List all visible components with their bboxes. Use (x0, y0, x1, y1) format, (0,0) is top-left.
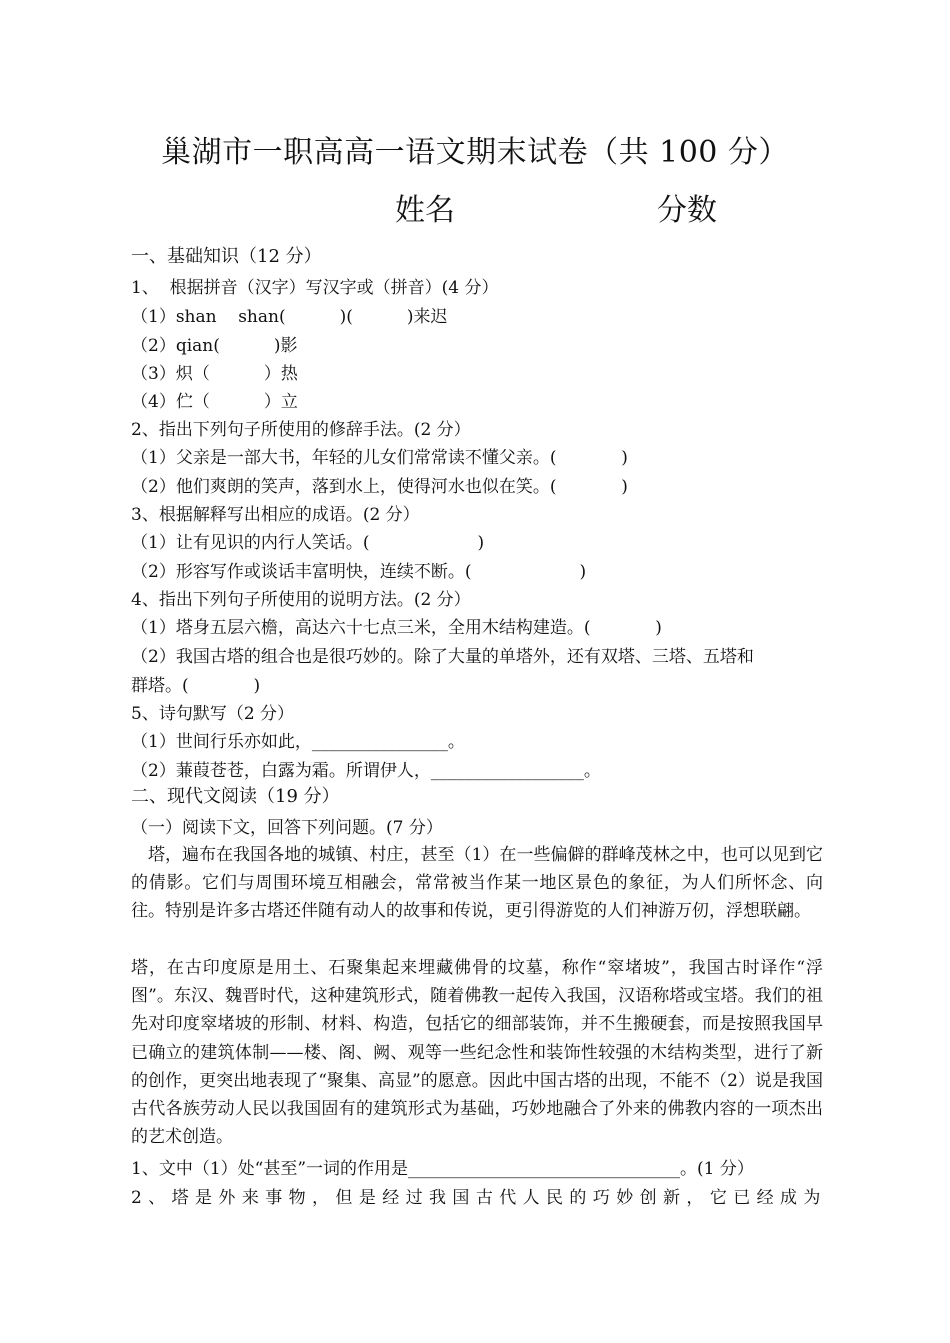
question-5-heading: 5、诗句默写（2 分） (131, 704, 295, 724)
question-3-item-2: （2）形容写作或谈话丰富明快，连续不断。( ) (131, 562, 587, 582)
question-5-item-1: （1）世间行乐亦如此，________________。 (131, 732, 465, 752)
question-5-item-2: （2）蒹葭苍苍，白露为霜。所谓伊人，__________________。 (131, 761, 601, 781)
question-2-item-1: （1）父亲是一部大书，年轻的儿女们常常读不懂父亲。( ) (131, 448, 628, 468)
reading-paragraph-1: 塔，遍布在我国各地的城镇、村庄，甚至（1）在一些偏僻的群峰茂林之中，也可以见到它的倩影。它们与周围环境互相融会，常常被当作某一地区景色的象征，为人们所怀念、向往。特别是许多古塔还伴随有动人的故事和传说，更引得游览的人们神游万仞，浮想联翩。 (131, 845, 823, 922)
question-4-item-2-continued: 群塔。( ) (131, 676, 261, 696)
question-4-item-1: （1）塔身五层六檐，高达六十七点三米，全用木结构建造。( ) (131, 618, 662, 638)
reading-paragraph-2: 塔，在古印度原是用土、石聚集起来埋藏佛骨的坟墓，称作“窣堵坡”，我国古时译作“浮图”。东汉、魏晋时代，这种建筑形式，随着佛教一起传入我国，汉语称塔或宝塔。我们的祖先对印度窣堵坡的形制、材料、构造，包括它的细部装饰，并不生搬硬套，而是按照我国早已确立的建筑体制——楼、阁、阙、观等一些纪念性和装饰性较强的木结构类型，进行了新的创作，更突出地表现了“聚集、高显”的愿意。因此中国古塔的出现，不能不（2）说是我国古代各族劳动人民以我国固有的建筑形式为基础，巧妙地融合了外来的佛教内容的一项杰出的艺术创造。 (131, 958, 823, 1148)
reading-question-1: 1、文中（1）处“甚至”一词的作用是________________________________。(1 分） (131, 1159, 754, 1179)
question-1-item-4: （4）伫（ ）立 (131, 392, 298, 412)
question-1-item-3: （3）炽（ ）热 (131, 364, 298, 384)
question-1-item-2: （2）qian( )影 (131, 336, 298, 356)
reading-part-1-heading: （一）阅读下文，回答下列问题。(7 分） (131, 818, 443, 838)
question-1-item-1: （1）shan shan( )( )来迟 (131, 307, 448, 327)
question-1-heading: 1、 根据拼音（汉字）写汉字或（拼音）(4 分） (131, 278, 499, 298)
question-2-item-2: （2）他们爽朗的笑声，落到水上，使得河水也似在笑。( ) (131, 477, 628, 497)
page-title: 巢湖市一职高高一语文期末试卷（共 100 分） (161, 135, 789, 170)
question-3-heading: 3、根据解释写出相应的成语。(2 分） (131, 505, 420, 525)
score-label: 分数 (657, 193, 717, 228)
question-2-heading: 2、指出下列句子所使用的修辞手法。(2 分） (131, 420, 471, 440)
section-heading-basics: 一、基础知识（12 分） (131, 246, 322, 267)
name-label: 姓名 (395, 193, 455, 228)
question-4-item-2: （2）我国古塔的组合也是很巧妙的。除了大量的单塔外，还有双塔、三塔、五塔和 (131, 647, 754, 667)
section-heading-reading: 二、现代文阅读（19 分） (131, 786, 340, 807)
question-4-heading: 4、指出下列句子所使用的说明方法。(2 分） (131, 590, 471, 610)
question-3-item-1: （1）让有见识的内行人笑话。( ) (131, 533, 485, 553)
reading-question-2: 2、塔是外来事物，但是经过我国古代人民的巧妙创新，它已经成为 (131, 1188, 827, 1208)
